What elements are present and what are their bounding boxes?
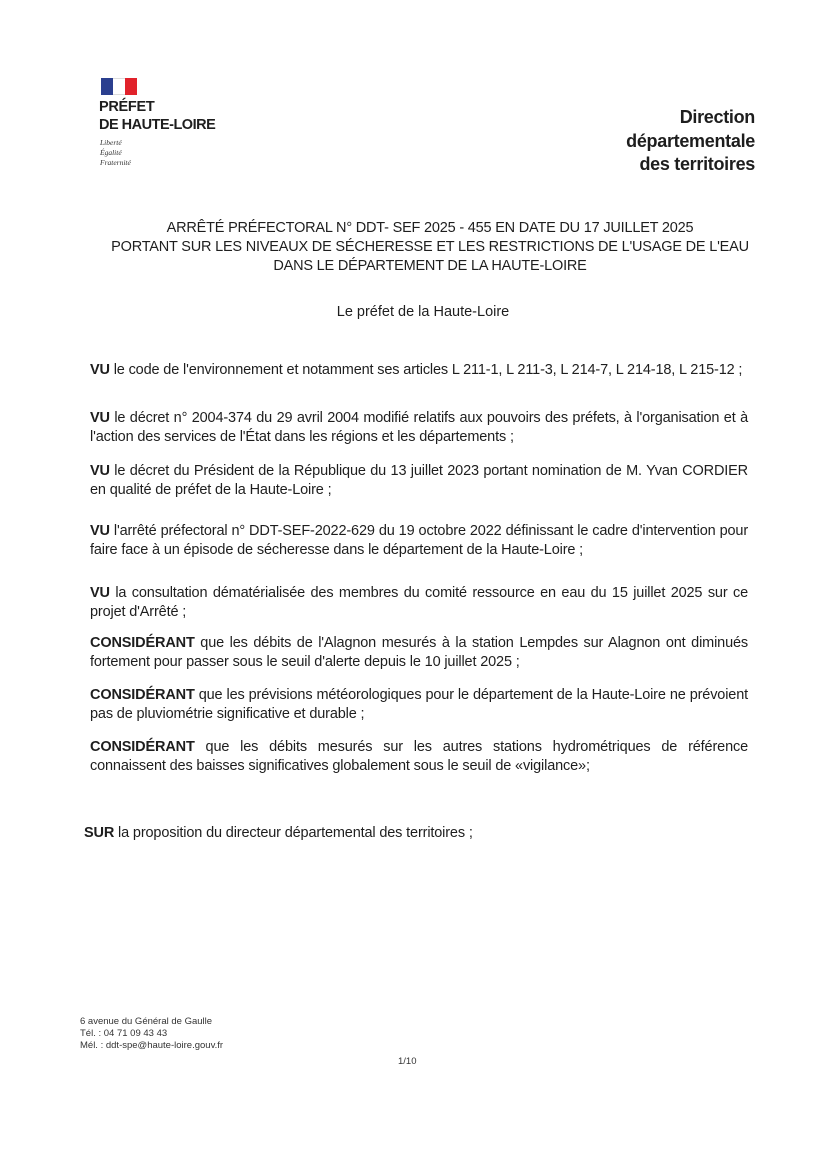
paragraph-vu-code	[90, 361, 748, 380]
title-line: ARRÊTÉ PRÉFECTORAL N° DDT- SEF 2025 - 455 EN DATE DU 17 JUILLET 2025	[166, 220, 694, 236]
paragraph-text: que les débits mesurés sur les autres stations hydrométriques de référence connaissent des baisses significatives globalement sous le seuil de «vigilance»;	[90, 739, 748, 774]
motto-fraternite: Fraternité	[100, 158, 131, 167]
paragraph-sur-proposition	[84, 824, 742, 843]
paragraph-text: le code de l'environnement et notamment ses articles L 211-1, L 211-3, L 214-7, L 214-18, L 215-12 ;	[109, 362, 743, 378]
paragraph-keyword: CONSIDÉRANT	[90, 687, 195, 703]
document-subtitle: Le préfet de la Haute-Loire	[336, 304, 510, 320]
paragraph-considerant-alagnon	[90, 634, 748, 672]
paragraph-text: le décret n° 2004-374 du 29 avril 2004 modifié relatifs aux pouvoirs des préfets, à l'organisation et à l'action des services de l'État dans les régions et les départements ;	[90, 410, 748, 445]
footer-address: 6 avenue du Général de Gaulle	[80, 1016, 213, 1027]
direction-line: départementale	[626, 130, 755, 151]
direction-heading	[535, 106, 755, 177]
flag-red-stripe	[125, 78, 137, 95]
paragraph-vu-arrete	[90, 522, 748, 560]
paragraph-keyword: CONSIDÉRANT	[90, 739, 195, 755]
paragraph-keyword: CONSIDÉRANT	[90, 635, 195, 651]
flag-logo	[101, 78, 137, 95]
motto-liberte: Liberté	[100, 138, 122, 147]
paragraph-keyword: VU	[90, 410, 110, 426]
motto-egalite: Égalité	[100, 148, 122, 157]
prefet-label: PRÉFET	[99, 99, 155, 115]
paragraph-keyword: VU	[90, 523, 110, 539]
paragraph-vu-decret-2004	[90, 409, 748, 447]
title-line: DANS LE DÉPARTEMENT DE LA HAUTE-LOIRE	[273, 258, 587, 274]
paragraph-vu-consultation	[90, 584, 748, 622]
paragraph-keyword: VU	[90, 463, 110, 479]
direction-line: des territoires	[639, 154, 755, 174]
footer-tel: Tél. : 04 71 09 43 43	[80, 1028, 168, 1039]
paragraph-text: la consultation dématérialisée des membres du comité ressource en eau du 15 juillet 2025 sur ce projet d'Arrêté ;	[90, 585, 748, 620]
prefecture-label: DE HAUTE-LOIRE	[99, 117, 216, 133]
page-number: 1/10	[398, 1056, 417, 1067]
paragraph-considerant-meteo	[90, 686, 748, 724]
document-title	[60, 219, 800, 276]
paragraph-text: la proposition du directeur départemental des territoires ;	[114, 825, 473, 841]
direction-line: Direction	[679, 107, 755, 127]
paragraph-text: que les prévisions météorologiques pour le département de la Haute-Loire ne prévoient pas de pluviométrie significative et durable ;	[90, 687, 748, 722]
paragraph-considerant-stations	[90, 738, 748, 776]
footer-email: Mél. : ddt-spe@haute-loire.gouv.fr	[80, 1040, 224, 1051]
flag-blue-stripe	[101, 78, 113, 95]
paragraph-vu-decret-2023	[90, 462, 748, 500]
flag-white-stripe	[113, 78, 125, 95]
paragraph-text: que les débits de l'Alagnon mesurés à la station Lempdes sur Alagnon ont diminués fortement pour passer sous le seuil d'alerte depuis le 10 juillet 2025 ;	[90, 635, 748, 670]
paragraph-keyword: SUR	[84, 825, 115, 841]
paragraph-text: l'arrêté préfectoral n° DDT-SEF-2022-629 du 19 octobre 2022 définissant le cadre d'intervention pour faire face à un épisode de sécheresse dans le département de la Haute-Loire ;	[90, 523, 748, 558]
paragraph-keyword: VU	[90, 362, 110, 378]
title-line: PORTANT SUR LES NIVEAUX DE SÉCHERESSE ET LES RESTRICTIONS DE L'USAGE DE L'EAU	[111, 239, 749, 255]
paragraph-text: le décret du Président de la République du 13 juillet 2023 portant nomination de M. Yvan CORDIER en qualité de préfet de la Haute-Loire ;	[90, 463, 748, 498]
paragraph-keyword: VU	[90, 585, 110, 601]
